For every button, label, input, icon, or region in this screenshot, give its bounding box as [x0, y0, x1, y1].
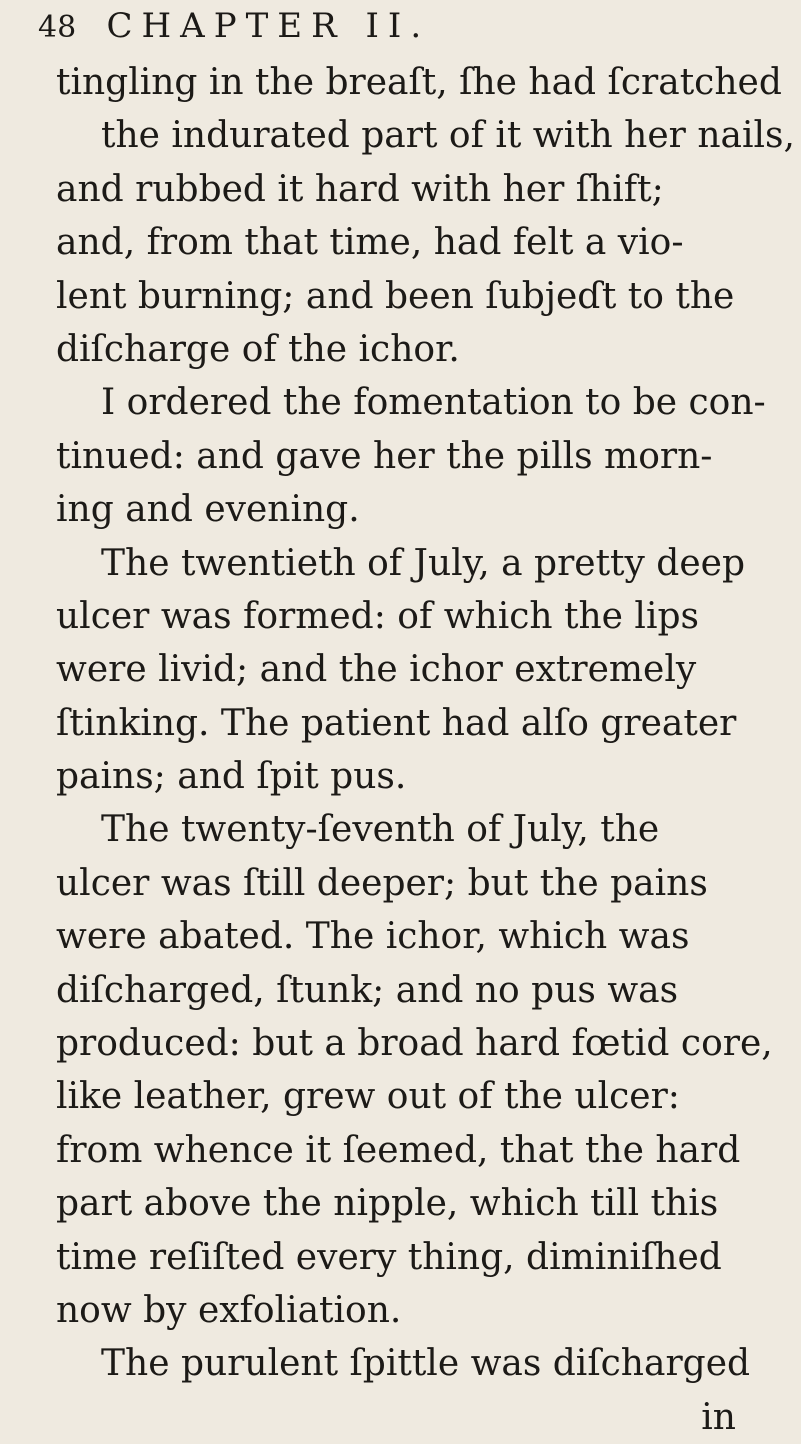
text-line: from whence it ſeemed, that the hard — [56, 1129, 741, 1171]
text-line: tingling in the breaſt, ſhe had ſcratched — [56, 62, 782, 103]
text-line: ulcer was ſtill deeper; but the pains — [56, 862, 708, 904]
text-line: like leather, grew out of the ulcer: — [56, 1076, 680, 1118]
text-line: and rubbed it hard with her ſhift; — [56, 168, 664, 210]
text-line: produced: but a broad hard fœtid core, — [56, 1023, 773, 1065]
text-line: The twentieth of July, a pretty deep — [101, 542, 745, 584]
text-line: ſtinking. The patient had alſo greater — [56, 702, 737, 744]
catchword: in — [701, 1396, 736, 1438]
text-line: The purulent ſpittle was diſcharged — [101, 1343, 751, 1385]
text-line: I ordered the fomentation to be con- — [101, 382, 766, 424]
text-line: ulcer was formed: of which the lips — [56, 595, 699, 637]
text-line: were abated. The ichor, which was — [56, 916, 690, 958]
text-line: the indurated part of it with her nails, — [101, 115, 795, 157]
text-line: diſcharge of the ichor. — [56, 328, 460, 370]
chapter-title: CHAPTER II. — [106, 6, 431, 46]
text-line: lent burning; and been ſubjeɗt to the — [56, 275, 735, 317]
text-line: now by exfoliation. — [56, 1289, 402, 1331]
running-head — [38, 6, 430, 48]
text-line: tinued: and gave her the pills morn- — [56, 435, 713, 477]
text-line: diſcharged, ſtunk; and no pus was — [56, 969, 679, 1011]
text-line: were livid; and the ichor extremely — [56, 649, 697, 691]
text-line: part above the nipple, which till this — [56, 1183, 719, 1225]
text-line: time reſiſted every thing, diminiſhed — [56, 1236, 722, 1278]
page-number: 48 — [38, 10, 77, 45]
body-text — [56, 56, 795, 1444]
text-line: pains; and ſpit pus. — [56, 756, 407, 798]
text-line: The twenty-ſeventh of July, the — [101, 809, 660, 851]
text-line: ing and evening. — [56, 489, 360, 531]
text-line: and, from that time, had felt a vio- — [56, 222, 684, 264]
